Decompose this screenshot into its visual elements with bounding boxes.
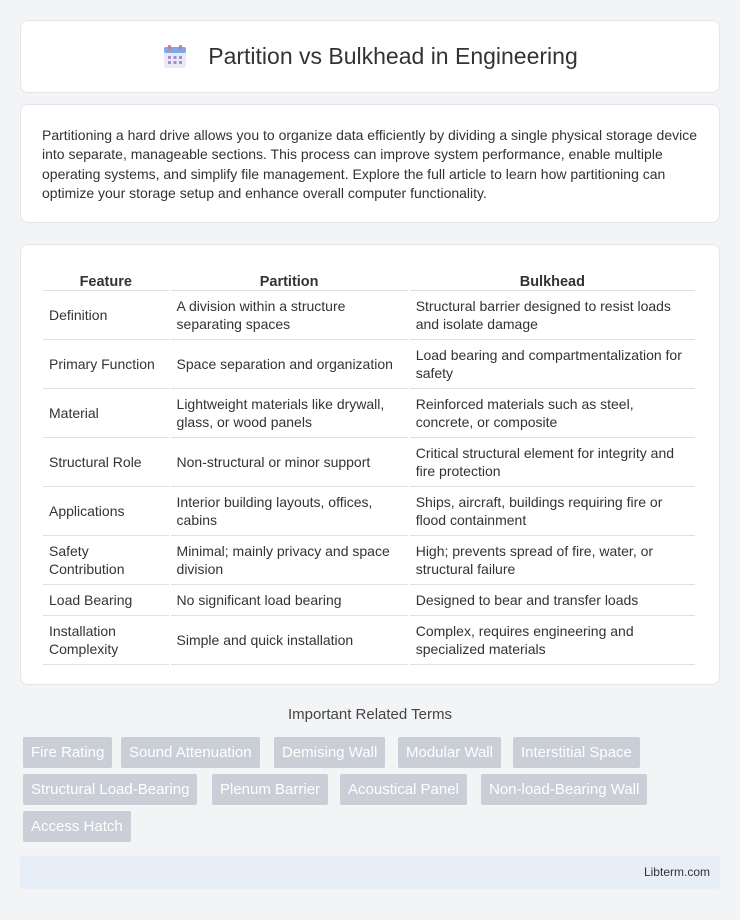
partition-cell: A division within a structure separating spaces — [171, 291, 408, 340]
feature-cell: Applications — [43, 487, 169, 536]
related-tag[interactable]: Demising Wall — [274, 737, 385, 768]
bulkhead-cell: Structural barrier designed to resist loads and isolate damage — [410, 291, 695, 340]
header-partition: Partition — [171, 265, 408, 291]
bulkhead-cell: High; prevents spread of fire, water, or structural failure — [410, 536, 695, 585]
partition-cell: Simple and quick installation — [171, 616, 408, 665]
partition-cell: Non-structural or minor support — [171, 438, 408, 487]
table-row — [43, 291, 695, 340]
table-row — [43, 487, 695, 536]
related-tag[interactable]: Modular Wall — [398, 737, 501, 768]
calendar-icon — [162, 44, 188, 70]
bulkhead-cell: Reinforced materials such as steel, concrete, or composite — [410, 389, 695, 438]
header-card — [20, 20, 720, 93]
bulkhead-cell: Complex, requires engineering and specialized materials — [410, 616, 695, 665]
feature-cell: Structural Role — [43, 438, 169, 487]
partition-cell: No significant load bearing — [171, 585, 408, 616]
footer — [20, 856, 720, 889]
bulkhead-cell: Load bearing and compartmentalization for safety — [410, 340, 695, 389]
table-header-row — [43, 265, 695, 291]
related-tag[interactable]: Non-load-Bearing Wall — [481, 774, 647, 805]
intro-text: Partitioning a hard drive allows you to organize data efficiently by dividing a single physical storage device into separate, manageable sections. This process can improve system performance, enable multiple operating systems, and simplify file management. Explore the full article to learn how partitioning can optimize your storage setup and enhance overall computer functionality. — [42, 127, 698, 202]
bulkhead-cell: Designed to bear and transfer loads — [410, 585, 695, 616]
related-tag[interactable]: Acoustical Panel — [340, 774, 467, 805]
related-tag[interactable]: Interstitial Space — [513, 737, 640, 768]
header-feature: Feature — [43, 265, 169, 291]
header-bulkhead: Bulkhead — [410, 265, 695, 291]
related-tag[interactable]: Structural Load-Bearing — [23, 774, 197, 805]
related-tag[interactable]: Access Hatch — [23, 811, 131, 842]
partition-cell: Space separation and organization — [171, 340, 408, 389]
feature-cell: Primary Function — [43, 340, 169, 389]
comparison-table — [41, 265, 697, 665]
partition-cell: Interior building layouts, offices, cabins — [171, 487, 408, 536]
page-title: Partition vs Bulkhead in Engineering — [208, 43, 578, 69]
table-row — [43, 340, 695, 389]
related-terms-title: Important Related Terms — [288, 706, 452, 723]
comparison-card — [20, 244, 720, 685]
bulkhead-cell: Ships, aircraft, buildings requiring fire or flood containment — [410, 487, 695, 536]
partition-cell: Minimal; mainly privacy and space division — [171, 536, 408, 585]
table-row — [43, 585, 695, 616]
table-row — [43, 536, 695, 585]
related-tag[interactable]: Plenum Barrier — [212, 774, 328, 805]
feature-cell: Definition — [43, 291, 169, 340]
footer-site-link[interactable]: Libterm.com — [643, 865, 710, 879]
table-row — [43, 616, 695, 665]
table-row — [43, 438, 695, 487]
partition-cell: Lightweight materials like drywall, glass, or wood panels — [171, 389, 408, 438]
feature-cell: Safety Contribution — [43, 536, 169, 585]
related-tag[interactable]: Sound Attenuation — [121, 737, 260, 768]
bulkhead-cell: Critical structural element for integrity and fire protection — [410, 438, 695, 487]
feature-cell: Material — [43, 389, 169, 438]
feature-cell: Installation Complexity — [43, 616, 169, 665]
intro-card — [20, 104, 720, 223]
feature-cell: Load Bearing — [43, 585, 169, 616]
related-tag[interactable]: Fire Rating — [23, 737, 112, 768]
table-row — [43, 389, 695, 438]
